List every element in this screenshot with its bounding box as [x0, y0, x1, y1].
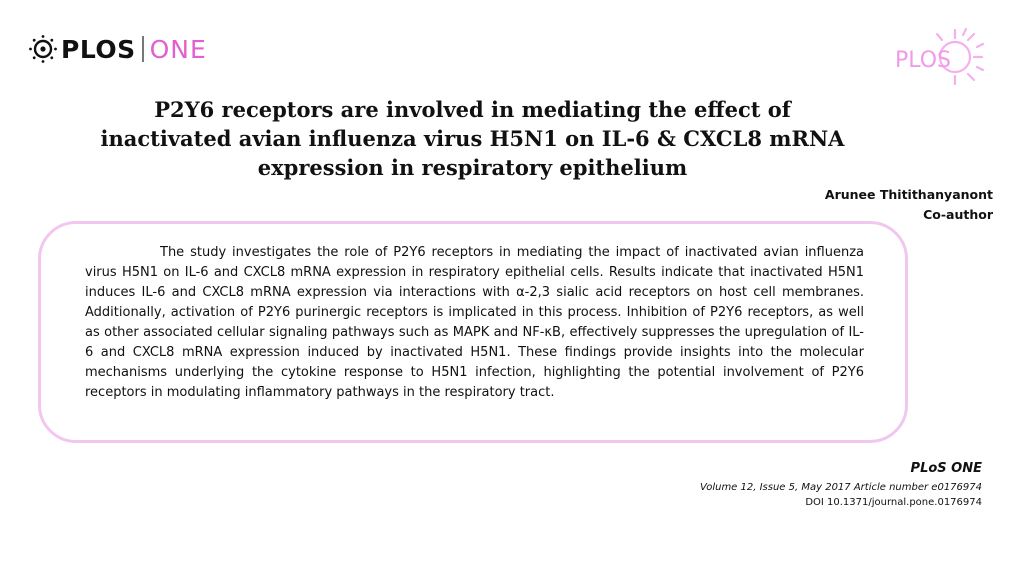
logo-plos-text: PLOS — [61, 34, 136, 64]
plos-globe-icon — [28, 34, 58, 64]
doi-text: DOI 10.1371/journal.pone.0176974 — [805, 497, 982, 508]
page-title: P2Y6 receptors are involved in mediating the effect of inactivated avian influenza virus H5N1 on IL-6 & CXCL8 mRNA expression in respiratory epithelium — [100, 97, 845, 180]
abstract-box — [38, 221, 908, 443]
author-role: Co-author — [923, 207, 993, 222]
journal-name: PLoS ONE — [910, 461, 982, 476]
logo-one-text: ONE — [149, 34, 207, 64]
citation-details: Volume 12, Issue 5, May 2017 Article number e0176974 — [699, 482, 982, 493]
logo-separator — [142, 36, 144, 62]
plos-one-logo — [28, 32, 207, 66]
plos-corner-logo — [893, 26, 985, 88]
corner-logo-text: PLOS — [895, 48, 952, 73]
author-name: Arunee Thitithanyanont — [824, 187, 993, 202]
abstract-text: The study investigates the role of P2Y6 receptors in mediating the impact of inactivated avian influenza virus H5N1 on IL-6 and CXCL8 mRNA expression in respiratory epithelial cells. Results indicate that inactivated H5N1 induces IL-6 and CXCL8 mRNA expression via interactions with α-2,3 sialic acid receptors on host cell membranes. Additionally, activation of P2Y6 purinergic receptors is implicated in this process. Inhibition of P2Y6 receptors, as well as other associated cellular signaling pathways such as MAPK and NF-κB, effectively suppresses the upregulation of IL-6 and CXCL8 mRNA expression induced by inactivated H5N1. These findings provide insights into the molecular mechanisms underlying the cytokine response to H5N1 infection, highlighting the potential involvement of P2Y6 receptors in modulating inflammatory pathways in the respiratory tract. — [85, 245, 864, 400]
